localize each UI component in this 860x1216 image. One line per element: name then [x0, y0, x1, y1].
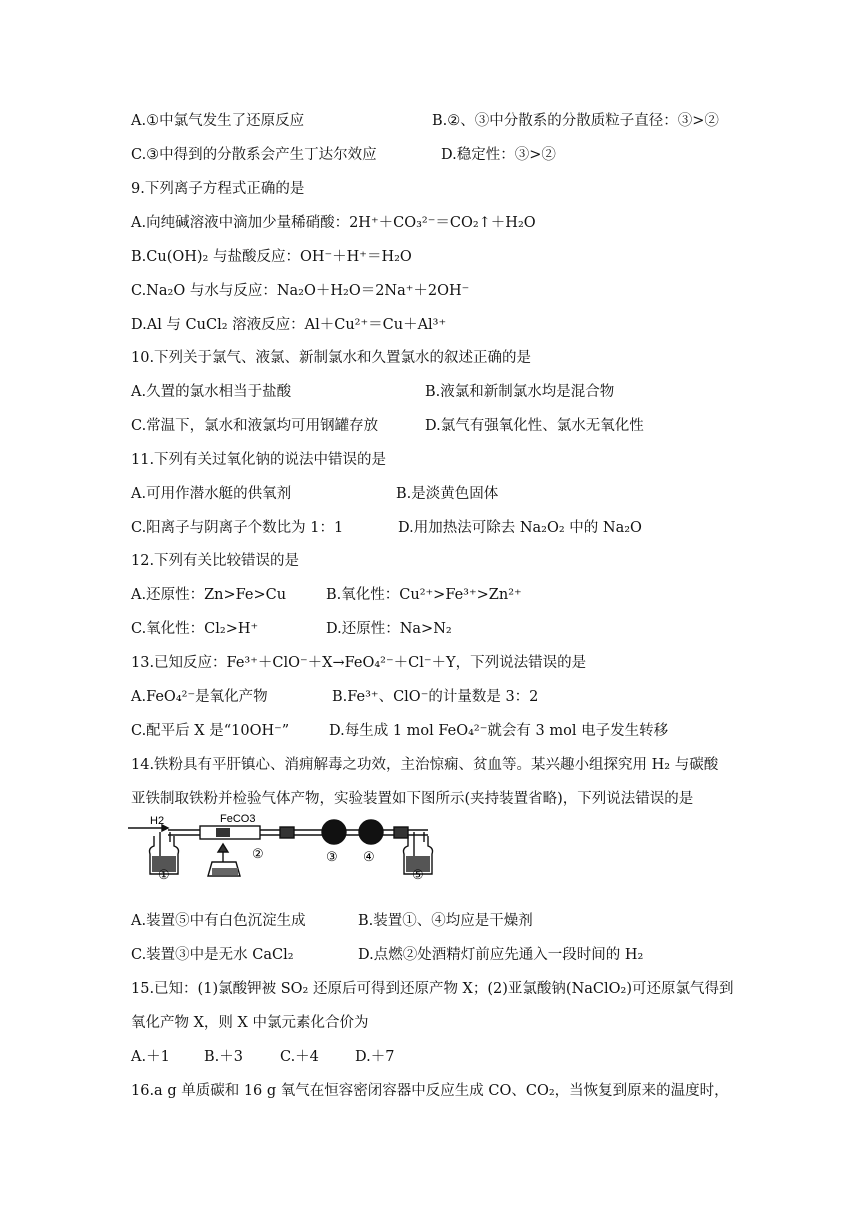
drying-bulb-4 — [359, 820, 383, 844]
q8-option-a: A.①中氯气发生了还原反应 — [131, 113, 305, 129]
q14-option-a: A.装置⑤中有白色沉淀生成 — [131, 913, 306, 929]
q8-option-d: D.稳定性：③>② — [441, 147, 556, 163]
connector-1 — [280, 827, 294, 838]
connector-2 — [394, 827, 408, 838]
q11-option-b: B.是淡黄色固体 — [396, 486, 499, 502]
q9-option-d: D.Al 与 CuCl₂ 溶液反应：Al＋Cu²⁺＝Cu＋Al³⁺ — [131, 317, 447, 333]
feco3-sample — [216, 828, 230, 837]
q15-option-b: B.＋3 — [204, 1049, 243, 1065]
q14-option-b: B.装置①、④均应是干燥剂 — [358, 913, 533, 929]
q8-option-b: B.②、③中分散系的分散质粒子直径：③>② — [432, 113, 719, 129]
q15-option-d: D.＋7 — [355, 1049, 395, 1065]
q13-option-b: B.Fe³⁺、ClO⁻的计量数是 3：2 — [332, 689, 539, 705]
mark-3: ③ — [326, 850, 338, 865]
q10-option-d: D.氯气有强氧化性、氯水无氧化性 — [425, 418, 644, 434]
q15-option-a: A.＋1 — [131, 1049, 170, 1065]
q13-stem: 13.已知反应：Fe³⁺＋ClO⁻＋X→FeO₄²⁻＋Cl⁻＋Y，下列说法错误的是 — [131, 655, 587, 671]
apparatus-diagram — [128, 812, 448, 880]
q14-option-c: C.装置③中是无水 CaCl₂ — [131, 947, 294, 963]
q9-option-a: A.向纯碱溶液中滴加少量稀硝酸：2H⁺＋CO₃²⁻＝CO₂↑＋H₂O — [131, 215, 536, 231]
drying-bulb-3 — [322, 820, 346, 844]
q12-option-c: C.氧化性：Cl₂>H⁺ — [131, 621, 259, 637]
q13-option-c: C.配平后 X 是“10OH⁻” — [131, 723, 290, 739]
q13-option-a: A.FeO₄²⁻是氧化产物 — [131, 689, 268, 705]
q9-option-b: B.Cu(OH)₂ 与盐酸反应：OH⁻＋H⁺＝H₂O — [131, 249, 412, 265]
q14-stem-line2: 亚铁制取铁粉并检验气体产物，实验装置如下图所示(夹持装置省略)，下列说法错误的是 — [131, 791, 694, 807]
q15-stem-line1: 15.已知：(1)氯酸钾被 SO₂ 还原后可得到还原产物 X；(2)亚氯酸钠(NaClO₂)可还原氯气得到 — [131, 981, 734, 997]
mark-5: ⑤ — [412, 868, 424, 880]
mark-1: ① — [158, 868, 170, 880]
q11-option-a: A.可用作潜水艇的供氧剂 — [131, 486, 292, 502]
q14-stem-line1: 14.铁粉具有平肝镇心、消痈解毒之功效，主治惊痫、贫血等。某兴趣小组探究用 H₂ 与碳酸 — [131, 757, 719, 773]
q12-stem: 12.下列有关比较错误的是 — [131, 553, 300, 569]
q10-option-a: A.久置的氯水相当于盐酸 — [131, 384, 292, 400]
q11-stem: 11.下列有关过氧化钠的说法中错误的是 — [131, 452, 387, 468]
q8-option-c: C.③中得到的分散系会产生丁达尔效应 — [131, 147, 377, 163]
q15-stem-line2: 氧化产物 X，则 X 中氯元素化合价为 — [131, 1015, 369, 1031]
q13-option-d: D.每生成 1 mol FeO₄²⁻就会有 3 mol 电子发生转移 — [329, 723, 669, 739]
q12-option-a: A.还原性：Zn>Fe>Cu — [131, 587, 287, 603]
q10-option-b: B.液氯和新制氯水均是混合物 — [425, 384, 615, 400]
q9-option-c: C.Na₂O 与水与反应：Na₂O＋H₂O＝2Na⁺＋2OH⁻ — [131, 283, 470, 299]
q11-option-c: C.阳离子与阴离子个数比为 1：1 — [131, 520, 344, 536]
q12-option-d: D.还原性：Na>N₂ — [326, 621, 452, 637]
q12-option-b: B.氧化性：Cu²⁺>Fe³⁺>Zn²⁺ — [326, 587, 522, 603]
q11-option-d: D.用加热法可除去 Na₂O₂ 中的 Na₂O — [398, 520, 642, 536]
q14-option-d: D.点燃②处酒精灯前应先通入一段时间的 H₂ — [358, 947, 644, 963]
q10-option-c: C.常温下，氯水和液氯均可用钢罐存放 — [131, 418, 379, 434]
mark-2: ② — [252, 847, 264, 862]
q16-stem-line1: 16.a g 单质碳和 16 g 氧气在恒容密闭容器中反应生成 CO、CO₂，当恢复到原来的温度时， — [131, 1083, 729, 1099]
reagent-label: FeCO3 — [220, 813, 256, 825]
q10-stem: 10.下列关于氯气、液氯、新制氯水和久置氯水的叙述正确的是 — [131, 350, 532, 366]
gas-label: H2 — [150, 815, 165, 827]
lamp-fuel — [212, 868, 238, 875]
q9-stem: 9.下列离子方程式正确的是 — [131, 181, 305, 197]
flame — [218, 844, 228, 852]
mark-4: ④ — [363, 850, 375, 865]
q15-option-c: C.＋4 — [280, 1049, 319, 1065]
